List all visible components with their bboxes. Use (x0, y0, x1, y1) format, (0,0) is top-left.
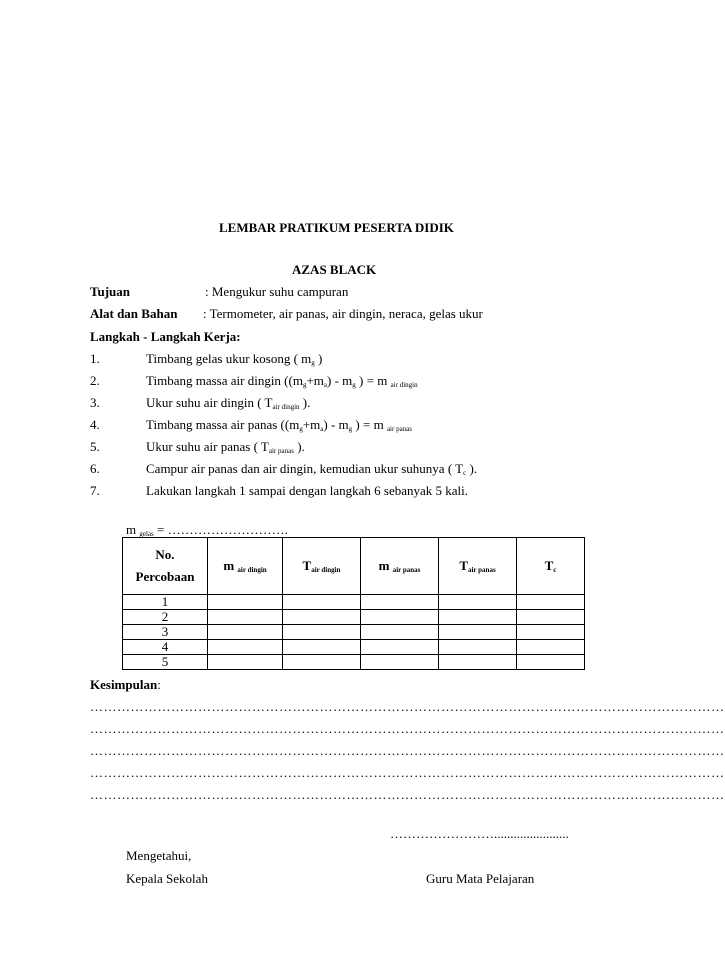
header-t-air-panas: $T_{air panas}$ (439, 538, 517, 595)
signature-date-line: ……………………....................... (390, 826, 569, 841)
table-cell[interactable] (439, 625, 517, 640)
table-cell[interactable] (361, 595, 439, 610)
step-text: Lakukan langkah 1 sampai dengan langkah 6 sebanyak 5 kali. (146, 483, 469, 498)
table-cell[interactable] (208, 655, 283, 670)
conclusion-heading: Kesimpulan: (90, 677, 161, 692)
step-text: Ukur suhu air panas ( $T_{air panas}$ ). (146, 439, 305, 455)
table-cell[interactable] (208, 595, 283, 610)
table-cell[interactable] (439, 640, 517, 655)
table-cell[interactable] (439, 595, 517, 610)
table-row (123, 625, 585, 640)
row-number: 1 (123, 595, 208, 610)
step-number: 6. (90, 461, 100, 476)
step-text: Timbang massa air dingin ($(m_g+m_a) - m_g$ ) = m $_{air dingin}$ (146, 373, 418, 389)
step-text: Campur air panas dan air dingin, kemudian ukur suhunya ( $T_c$ ). (146, 461, 478, 477)
step-text: Ukur suhu air dingin ( $T_{air dingin}$ ). (146, 395, 311, 411)
table-row (123, 655, 585, 670)
table-cell[interactable] (283, 640, 361, 655)
step-number: 1. (90, 351, 100, 366)
table-header-row (123, 538, 585, 595)
step-number: 3. (90, 395, 100, 410)
conclusion-line[interactable]: …………………………………………………………………………………………………………………………… (90, 721, 725, 736)
table-cell[interactable] (517, 655, 585, 670)
step-number: 5. (90, 439, 100, 454)
header-no-percobaan: No. Percobaan (123, 538, 208, 595)
header-t-air-dingin: $T_{air dingin}$ (283, 538, 361, 595)
table-cell[interactable] (439, 655, 517, 670)
table-cell[interactable] (361, 610, 439, 625)
table-row (123, 610, 585, 625)
alat-label: Alat dan Bahan (90, 306, 178, 321)
guru-label: Guru Mata Pelajaran (426, 871, 535, 886)
conclusion-line[interactable]: …………………………………………………………………………………………………………………………… (90, 765, 725, 780)
mengetahui-label: Mengetahui, (126, 848, 192, 863)
step-number: 2. (90, 373, 100, 388)
table-cell[interactable] (517, 640, 585, 655)
table-cell[interactable] (208, 625, 283, 640)
table-cell[interactable] (517, 595, 585, 610)
data-table (122, 537, 585, 670)
table-cell[interactable] (361, 655, 439, 670)
alat-value: : Termometer, air panas, air dingin, neraca, gelas ukur (203, 306, 483, 321)
tujuan-value: : Mengukur suhu campuran (205, 284, 349, 299)
kepala-sekolah-label: Kepala Sekolah (126, 871, 208, 886)
step-text: Timbang massa air panas ($(m_g+m_a) - m_g$ ) = m $_{air panas}$ (146, 417, 413, 433)
row-number: 2 (123, 610, 208, 625)
header-m-air-dingin: m $_{air dingin}$ (208, 538, 283, 595)
table-row (123, 595, 585, 610)
row-number: 5 (123, 655, 208, 670)
table-cell[interactable] (361, 640, 439, 655)
header-m-air-panas: m $_{air panas}$ (361, 538, 439, 595)
table-cell[interactable] (517, 625, 585, 640)
table-cell[interactable] (208, 610, 283, 625)
table-cell[interactable] (283, 595, 361, 610)
conclusion-line[interactable]: …………………………………………………………………………………………………………………………… (90, 699, 725, 714)
table-cell[interactable] (361, 625, 439, 640)
row-number: 3 (123, 625, 208, 640)
table-cell[interactable] (283, 625, 361, 640)
steps-heading: Langkah - Langkah Kerja: (90, 329, 241, 344)
table-cell[interactable] (439, 610, 517, 625)
conclusion-line[interactable]: …………………………………………………………………………………………………………………………… (90, 743, 725, 758)
row-number: 4 (123, 640, 208, 655)
header-tc: $T_c$ (517, 538, 585, 595)
page-title: LEMBAR PRATIKUM PESERTA DIDIK (219, 220, 454, 235)
table-cell[interactable] (283, 610, 361, 625)
step-text: Timbang gelas ukur kosong ( $m_g$ ) (146, 351, 323, 367)
table-cell[interactable] (283, 655, 361, 670)
tujuan-label: Tujuan (90, 284, 130, 299)
page-subtitle: AZAS BLACK (292, 262, 377, 277)
table-cell[interactable] (208, 640, 283, 655)
table-row (123, 640, 585, 655)
table-cell[interactable] (517, 610, 585, 625)
conclusion-line[interactable]: …………………………………………………………………………………………………………………………… (90, 787, 725, 802)
step-number: 7. (90, 483, 100, 498)
mass-gelas-line: m $_{gelas}$ = ………………………. (126, 522, 288, 538)
step-number: 4. (90, 417, 100, 432)
